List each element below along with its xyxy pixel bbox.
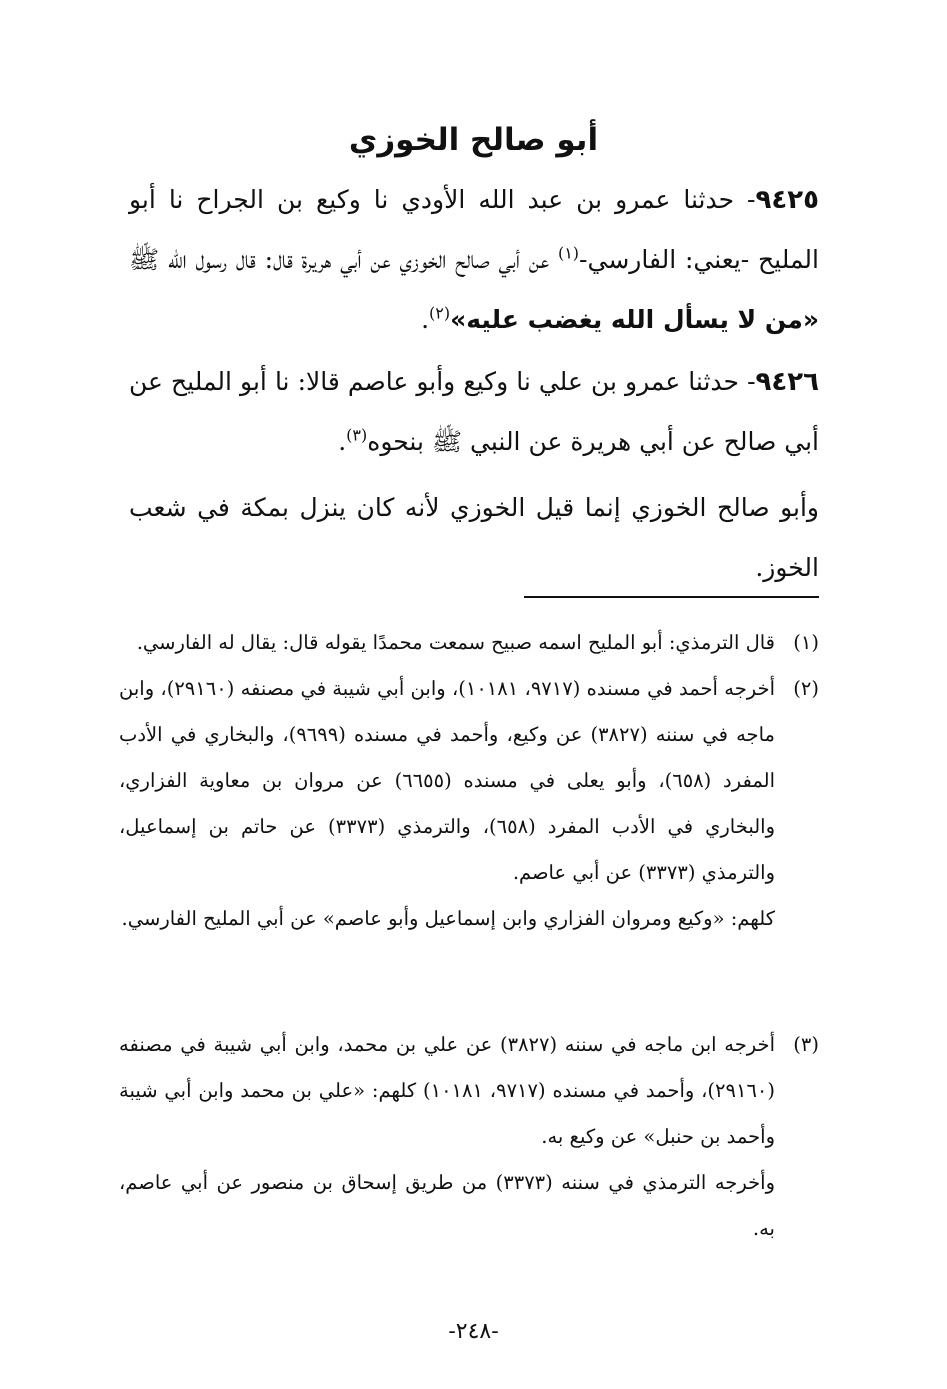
entry-text: .	[338, 427, 347, 456]
footnote-marker: (١)	[793, 631, 819, 654]
hadith-entry-9426	[129, 352, 819, 472]
footnote-ref[interactable]: (٣)	[346, 425, 368, 445]
entry-text: - حدثنا عمرو بن عبد الله الأودي نا وكيع بن الجراح نا أبو المليح -يعني: الفارسي-	[129, 185, 819, 274]
hadith-number: ٩٤٢٥	[755, 185, 819, 215]
footnote-paragraph: أخرجه أحمد في مسنده (٩٧١٧، ١٠١٨١)، وابن أبي شيبة في مصنفه (٢٩١٦٠)، وابن ماجه في سننه (٣٨٢٧) عن وكيع، وأحمد في مسنده (٩٦٩٩)، والبخاري في الأدب المفرد (٦٥٨)، وأبو يعلى في مسنده (٦٦٥٥) عن مروان بن معاوية الفزاري، والبخاري في الأدب المفرد (٦٥٨)، والترمذي (٣٣٧٣) عن حاتم بن إسماعيل، والترمذي (٣٣٧٣) عن أبي عاصم.	[119, 677, 776, 884]
footnote-paragraph: قال الترمذي: أبو المليح اسمه صبيح سمعت محمدًا يقوله قال: يقال له الفارسي.	[136, 631, 775, 654]
footnote-3	[119, 1022, 819, 1252]
footnote-1	[119, 620, 819, 666]
footnote-ref[interactable]: (١)	[557, 243, 580, 263]
footnote-paragraph: أخرجه ابن ماجه في سننه (٣٨٢٧) عن علي بن محمد، وابن أبي شيبة في مصنفه (٢٩١٦٠)، وأحمد في مسنده (٩٧١٧، ١٠١٨١) كلهم: «علي بن محمد وابن أبي شيبة وأحمد بن حنبل» عن وكيع به.	[119, 1033, 776, 1148]
entry-text: عن أبي صالح الخوزي عن أبي هريرة قال: قال رسول الله ﷺ	[129, 245, 558, 274]
footnote-divider	[524, 596, 819, 598]
hadith-entry-9425	[129, 170, 819, 350]
entry-text: .	[421, 305, 430, 334]
footnote-paragraph: كلهم: «وكيع ومروان الفزاري وابن إسماعيل وأبو عاصم» عن أبي المليح الفارسي.	[121, 907, 775, 930]
footnote-marker: (٣)	[793, 1033, 819, 1056]
biographical-note: وأبو صالح الخوزي إنما قيل الخوزي لأنه كان ينزل بمكة في شعب الخوز.	[129, 493, 819, 582]
page-number: -٢٤٨-	[448, 1319, 499, 1344]
footnote-2	[119, 666, 819, 942]
entry-text: - حدثنا عمرو بن علي نا وكيع وأبو عاصم قالا: نا أبو المليح عن أبي صالح عن أبي هريرة عن النبي ﷺ بنحوه	[129, 367, 819, 456]
footnote-marker: (٢)	[793, 677, 819, 700]
footnote-paragraph: وأخرجه الترمذي في سننه (٣٣٧٣) من طريق إسحاق بن منصور عن أبي عاصم، به.	[119, 1171, 775, 1240]
hadith-number: ٩٤٢٦	[755, 367, 819, 397]
footnote-ref[interactable]: (٢)	[429, 303, 451, 323]
hadith-quote: «من لا يسأل الله يغضب عليه»	[450, 305, 819, 334]
page-title: أبو صالح الخوزي	[348, 122, 599, 158]
